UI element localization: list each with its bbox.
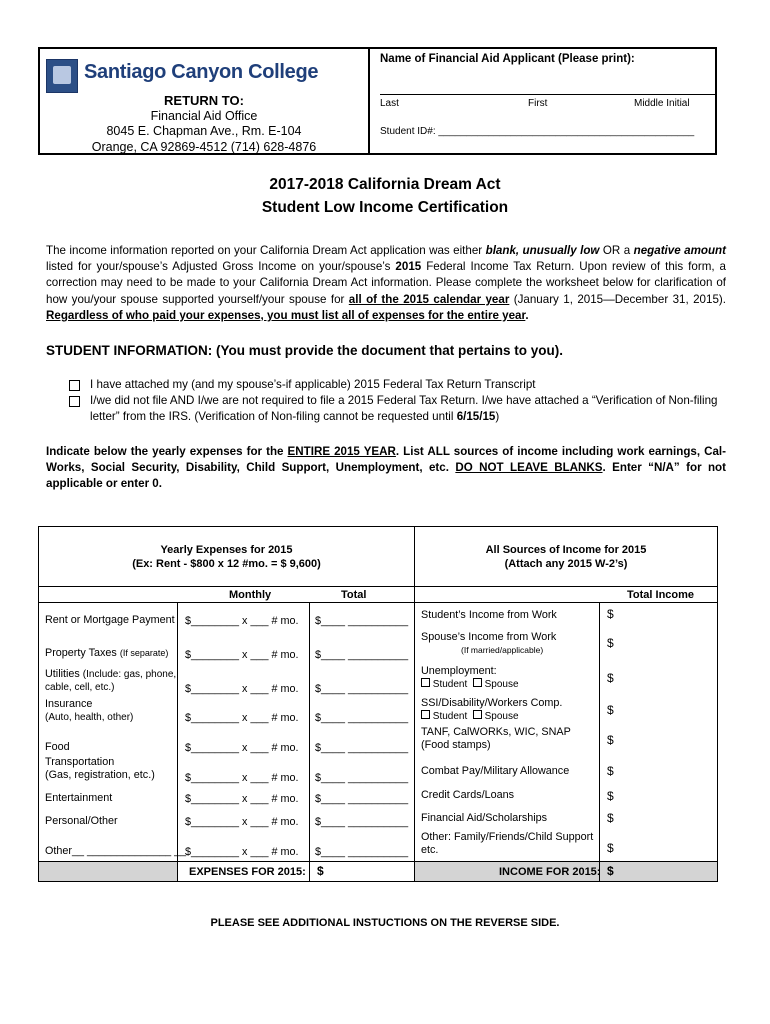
- intro-emph-5: Regardless of who paid your expenses, you must list all of expenses for the entire year: [46, 308, 526, 322]
- intro-emph-4: all of the 2015 calendar year: [348, 292, 510, 306]
- intro-paragraph: [46, 243, 726, 324]
- expense-row-rent: Rent or Mortgage Payment: [45, 614, 175, 626]
- total-column-header: Total: [341, 589, 367, 601]
- expense-income-table: [38, 526, 718, 882]
- ssi-spouse-checkbox[interactable]: [473, 710, 482, 719]
- total-field[interactable]: $____ __________: [315, 772, 409, 784]
- instructions-paragraph: Indicate below the yearly expenses for the ENTIRE 2015 YEAR. List ALL sources of income including work earnings, Cal-Works, Social Security, Disability, Child Support, Unemployment, etc. DO NOT LEAVE BLANKS. Enter “N/A” for not applicable or enter 0.: [46, 445, 727, 490]
- income-total-label: INCOME FOR 2015:: [499, 866, 601, 878]
- address-line-2: 8045 E. Chapman Ave., Rm. E-104: [106, 124, 302, 138]
- expense-row-other: Other__ ______________ __: [45, 845, 187, 857]
- total-field[interactable]: $____ __________: [315, 683, 409, 695]
- monthly-field[interactable]: $________ x ___ # mo.: [185, 846, 299, 858]
- expense-row-property-taxes: Property Taxes (If separate): [45, 647, 169, 659]
- intro-text-2: OR a: [599, 244, 634, 257]
- form-title-line-1: 2017-2018 California Dream Act: [269, 176, 501, 193]
- income-total-field[interactable]: $: [607, 864, 614, 878]
- intro-text-5: (January 1, 2015—December 31, 2015).: [509, 292, 726, 306]
- last-name-label: Last: [380, 98, 399, 109]
- total-field[interactable]: $____ __________: [315, 846, 409, 858]
- intro-emph-1: blank, unusually low: [485, 244, 600, 257]
- expenses-total-field[interactable]: $: [317, 864, 324, 878]
- intro-text-4: Federal Income Tax Return. Upon review of this form, a correction may need to be made to your California Dream Act information. Please complete the worksheet below for clarification of how you/your spouse supported yourself/your spouse for: [46, 260, 726, 306]
- applicant-name-line[interactable]: [380, 94, 716, 95]
- return-address: [40, 93, 368, 155]
- student-id-field[interactable]: Student ID#: ______________________________________________: [380, 126, 695, 137]
- college-name: Santiago Canyon College: [84, 61, 319, 83]
- income-amount-field[interactable]: $: [607, 789, 614, 803]
- expense-row-insurance: Insurance (Auto, health, other): [45, 698, 134, 723]
- income-amount-field[interactable]: $: [607, 636, 614, 650]
- intro-emph-3: 2015: [395, 260, 422, 274]
- expense-row-utilities: Utilities (Include: gas, phone, cable, cell, etc.): [45, 668, 177, 693]
- transcript-checkbox[interactable]: [69, 380, 80, 391]
- middle-initial-label: Middle Initial: [634, 98, 690, 109]
- expenses-total-label: EXPENSES FOR 2015:: [189, 866, 306, 878]
- student-info-heading: STUDENT INFORMATION: (You must provide the document that pertains to you).: [46, 343, 563, 358]
- income-row-spouse-work: Spouse’s Income from Work (If married/applicable): [421, 631, 557, 655]
- income-row-unemployment: Unemployment: Student Spouse: [421, 665, 519, 690]
- income-row-student-work: Student’s Income from Work: [421, 609, 557, 621]
- income-row-tanf: TANF, CalWORKs, WIC, SNAP (Food stamps): [421, 726, 571, 751]
- non-filing-checkbox[interactable]: [69, 396, 80, 407]
- monthly-field[interactable]: $________ x ___ # mo.: [185, 793, 299, 805]
- total-field[interactable]: $____ __________: [315, 712, 409, 724]
- unemployment-student-checkbox[interactable]: [421, 678, 430, 687]
- college-seal-icon: [46, 59, 78, 93]
- intro-emph-2: negative amount: [633, 244, 726, 257]
- non-filing-option-label-2: letter” from the IRS. (Verification of Non-filing cannot be requested until 6/15/15): [90, 410, 500, 423]
- total-field[interactable]: $____ __________: [315, 649, 409, 661]
- applicant-name-section: [368, 49, 719, 153]
- income-amount-field[interactable]: $: [607, 841, 614, 855]
- monthly-field[interactable]: $________ x ___ # mo.: [185, 772, 299, 784]
- expense-row-entertainment: Entertainment: [45, 792, 113, 804]
- monthly-column-header: Monthly: [229, 589, 272, 601]
- intro-text-1: The income information reported on your California Dream Act application was either: [46, 244, 486, 257]
- total-field[interactable]: $____ __________: [315, 742, 409, 754]
- income-amount-field[interactable]: $: [607, 764, 614, 778]
- income-amount-field[interactable]: $: [607, 733, 614, 747]
- address-line-1: Financial Aid Office: [150, 108, 258, 123]
- college-logo: [46, 59, 326, 93]
- income-amount-field[interactable]: $: [607, 703, 614, 717]
- footer-note: PLEASE SEE ADDITIONAL INSTUCTIONS ON THE REVERSE SIDE.: [210, 917, 560, 929]
- income-row-other: Other: Family/Friends/Child Support etc.: [421, 831, 594, 856]
- expense-row-food: Food: [45, 741, 70, 753]
- income-row-financial-aid: Financial Aid/Scholarships: [421, 812, 548, 824]
- applicant-name-label: Name of Financial Aid Applicant (Please print):: [380, 53, 635, 65]
- unemployment-spouse-checkbox[interactable]: [473, 678, 482, 687]
- expenses-header: Yearly Expenses for 2015 (Ex: Rent - $800 x 12 #mo. = $ 9,600): [132, 544, 321, 570]
- income-row-ssi: SSI/Disability/Workers Comp. Student Spouse: [421, 697, 563, 722]
- intro-text-3: listed for your/spouse’s Adjusted Gross Income on your/spouse’s: [46, 260, 396, 274]
- expense-row-personal: Personal/Other: [45, 815, 118, 827]
- income-amount-field[interactable]: $: [607, 811, 614, 825]
- return-to-label: RETURN TO:: [164, 93, 244, 108]
- expense-row-transportation: Transportation (Gas, registration, etc.): [45, 756, 155, 781]
- income-row-credit-cards: Credit Cards/Loans: [421, 789, 515, 801]
- monthly-field[interactable]: $________ x ___ # mo.: [185, 712, 299, 724]
- ssi-student-checkbox[interactable]: [421, 710, 430, 719]
- monthly-field[interactable]: $________ x ___ # mo.: [185, 816, 299, 828]
- form-title-line-2: Student Low Income Certification: [261, 199, 509, 216]
- header-box: [38, 47, 717, 155]
- non-filing-option-label-1: I/we did not file AND I/we are not required to file a 2015 Federal Tax Return. I/we have attached a “Verification of Non-filing: [90, 394, 718, 407]
- first-name-label: First: [528, 98, 548, 109]
- monthly-field[interactable]: $________ x ___ # mo.: [185, 742, 299, 754]
- transcript-option-label: I have attached my (and my spouse’s-if applicable) 2015 Federal Tax Return Transcript: [90, 378, 536, 391]
- total-field[interactable]: $____ __________: [315, 816, 409, 828]
- monthly-field[interactable]: $________ x ___ # mo.: [185, 615, 299, 627]
- monthly-field[interactable]: $________ x ___ # mo.: [185, 683, 299, 695]
- income-row-combat-pay: Combat Pay/Military Allowance: [421, 765, 570, 777]
- monthly-field[interactable]: $________ x ___ # mo.: [185, 649, 299, 661]
- address-line-3: Orange, CA 92869-4512 (714) 628-4876: [91, 139, 317, 154]
- intro-text-6: .: [525, 308, 529, 322]
- income-amount-field[interactable]: $: [607, 607, 614, 621]
- total-field[interactable]: $____ __________: [315, 615, 409, 627]
- total-income-column-header: Total Income: [627, 589, 695, 601]
- income-header: All Sources of Income for 2015 (Attach any 2015 W-2’s): [485, 544, 647, 570]
- total-field[interactable]: $____ __________: [315, 793, 409, 805]
- income-amount-field[interactable]: $: [607, 671, 614, 685]
